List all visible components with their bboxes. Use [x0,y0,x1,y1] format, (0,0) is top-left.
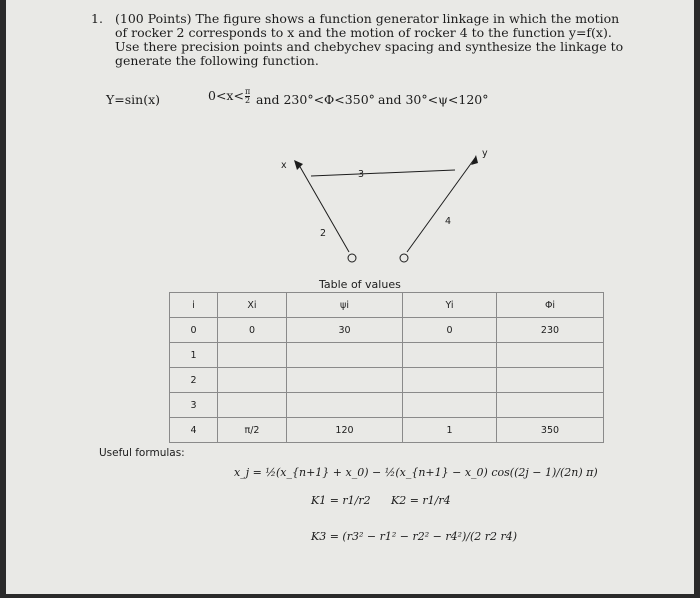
label-link-4: 4 [445,216,452,227]
cell-phi [497,343,604,368]
cell-psi: 30 [287,318,403,343]
cell-yi [403,343,497,368]
table-row [170,318,604,343]
formula-k1: K1 = r1/r2 [311,494,371,507]
header-i: i [170,293,218,318]
cell-i: 3 [170,393,218,418]
cell-phi: 230 [497,318,604,343]
linkage-diagram [6,0,694,290]
label-link-2: 2 [320,228,327,239]
rocker-4-link [407,158,475,252]
label-link-3: 3 [358,169,365,180]
cell-phi [497,368,604,393]
formula-k2: K2 = r1/r4 [391,494,451,507]
table-row [170,393,604,418]
cell-psi: 120 [287,418,403,443]
formula-k3: K3 = (r3² − r1² − r2² − r4²)/(2 r2 r4) [311,530,518,543]
x-range-num: π [244,87,251,96]
formula-xj: x_j = ½(x_{n+1} + x_0) − ½(x_{n+1} − x_0) cos((2j − 1)/(2n) π) [234,466,598,479]
cell-i: 2 [170,368,218,393]
table-header-row [170,293,604,318]
formulas-heading: Useful formulas: [99,447,185,459]
table-row [170,418,604,443]
table-row [170,368,604,393]
cell-xi: 0 [218,318,287,343]
cell-phi: 350 [497,418,604,443]
problem-number: 1. [91,11,103,26]
label-x: x [281,160,287,171]
x-range-prefix: 0<x< [208,88,244,103]
y-arrowhead-icon [471,155,478,165]
problem-text: (100 Points) The figure shows a function generator linkage in which the motion of rocker 2 corresponds to x and the motion of rocker 4 to the function y=f(x). Use there precision points and chebychev spacing and synthesize the linkage to generate the following function. [115,11,624,68]
header-yi: Yi [403,293,497,318]
cell-psi [287,343,403,368]
coupler-3-link [311,170,455,176]
table-row [170,343,604,368]
worksheet-page [6,0,694,594]
cell-i: 1 [170,343,218,368]
header-xi: Xi [218,293,287,318]
given-psi-range: and 30°<ψ<120° [378,92,489,107]
cell-yi [403,368,497,393]
cell-xi [218,368,287,393]
cell-yi: 1 [403,418,497,443]
cell-phi [497,393,604,418]
cell-xi: π/2 [218,418,287,443]
given-phi-range: and 230°<Φ<350° [256,92,375,107]
given-function: Y=sin(x) [106,92,160,107]
pivot-o2-icon [348,254,356,262]
x-arrowhead-icon [294,160,303,170]
cell-i: 4 [170,418,218,443]
cell-i: 0 [170,318,218,343]
header-phi: Φi [497,293,604,318]
header-psi: ψi [287,293,403,318]
label-y: y [482,148,488,159]
x-range-den: 2 [245,96,251,105]
cell-xi [218,343,287,368]
pivot-o4-icon [400,254,408,262]
cell-psi [287,393,403,418]
values-table [169,292,604,443]
cell-psi [287,368,403,393]
cell-xi [218,393,287,418]
cell-yi [403,393,497,418]
table-title: Table of values [319,278,401,291]
cell-yi: 0 [403,318,497,343]
